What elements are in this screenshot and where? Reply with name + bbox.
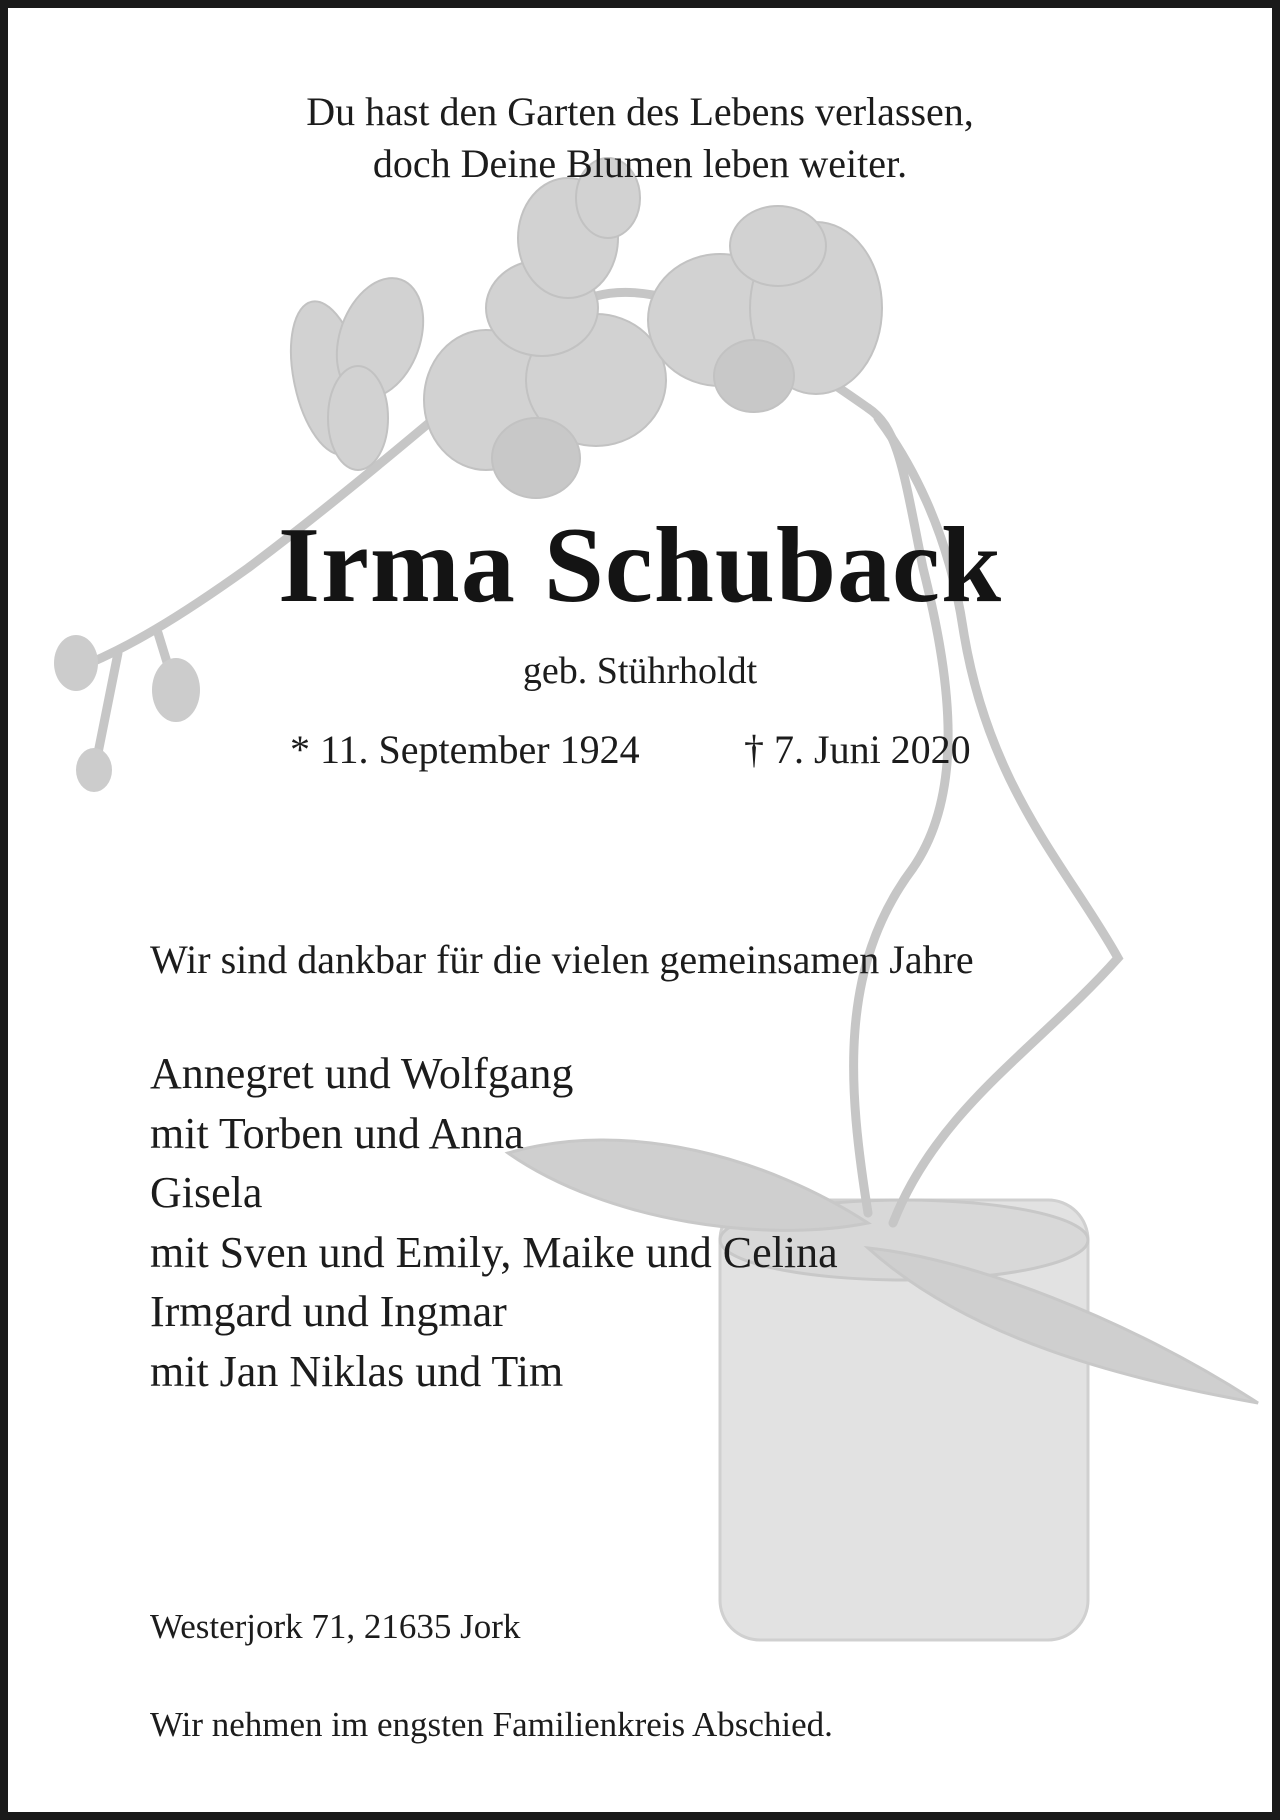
deceased-name: Irma Schuback [277, 506, 1003, 625]
thanks-line: Wir sind dankbar für die vielen gemeinsamen Jahre [150, 937, 974, 982]
mourner-line: Irmgard und Ingmar [150, 1287, 507, 1336]
maiden-name: geb. Stührholdt [522, 650, 758, 692]
orchid-flower-4 [648, 206, 882, 412]
motto-line-2: doch Deine Blumen leben weiter. [372, 141, 908, 186]
motto-line-1: Du hast den Garten des Lebens verlassen, [306, 89, 974, 134]
farewell-note: Wir nehmen im engsten Familienkreis Abschied. [150, 1705, 833, 1744]
death-date: † 7. Juni 2020 [744, 727, 971, 772]
mourners-list [150, 1044, 838, 1401]
mourner-line: Gisela [150, 1168, 263, 1217]
address: Westerjork 71, 21635 Jork [150, 1607, 521, 1646]
orchid-background-image [8, 8, 1272, 1812]
mourner-line: mit Jan Niklas und Tim [150, 1346, 564, 1396]
mourner-line: mit Torben und Anna [150, 1108, 524, 1158]
mourner-line: mit Sven und Emily, Maike und Celina [150, 1227, 838, 1277]
orchid-bud-3 [76, 748, 112, 792]
mourner-line: Annegret und Wolfgang [150, 1049, 574, 1098]
birth-date: * 11. September 1924 [290, 727, 640, 772]
